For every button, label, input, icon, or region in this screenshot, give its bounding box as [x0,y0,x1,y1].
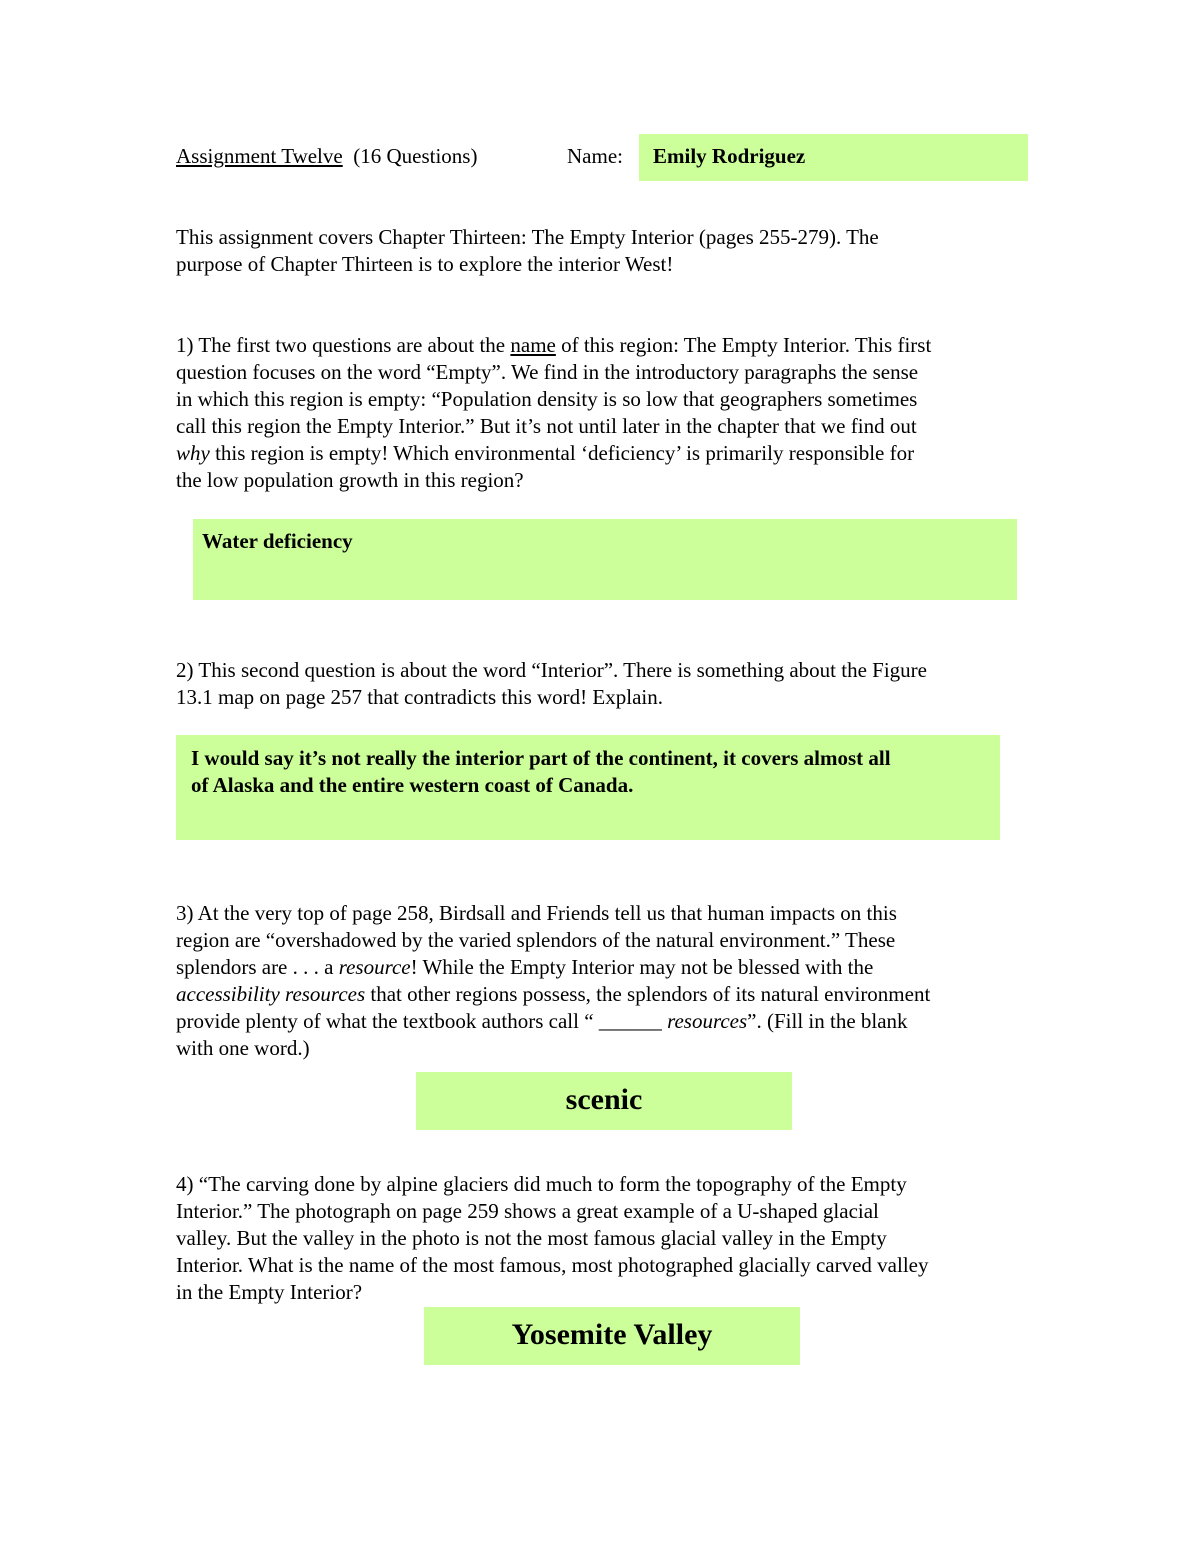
q4-line-4: Interior. What is the name of the most famous, most photographed glacially carved valley [176,1253,929,1277]
q4-line-5: in the Empty Interior? [176,1280,363,1304]
q4-line-1: 4) “The carving done by alpine glaciers did much to form the topography of the Empty [176,1172,907,1196]
q4-line-2: Interior.” The photograph on page 259 shows a great example of a U-shaped glacial [176,1199,879,1223]
q2-line-1: 2) This second question is about the word “Interior”. There is something about the Figure [176,658,927,682]
assignment-header [176,143,477,170]
q1-line-2: question focuses on the word “Empty”. We find in the introductory paragraphs the sense [176,360,919,384]
q3-answer-box[interactable] [416,1072,792,1130]
q2-answer-box[interactable] [176,735,1000,840]
intro-line-1: This assignment covers Chapter Thirteen: The Empty Interior (pages 255-279). The [176,225,879,249]
q4-line-3: valley. But the valley in the photo is not the most famous glacial valley in the Empty [176,1226,887,1250]
q3-line-5: provide plenty of what the textbook authors call “ ______ resources”. (Fill in the blank [176,1009,908,1033]
q4-answer: Yosemite Valley [511,1318,713,1351]
q1-line-6: the low population growth in this region? [176,468,524,492]
q3-line-1: 3) At the very top of page 258, Birdsall and Friends tell us that human impacts on this [176,901,897,925]
q1-answer: Water deficiency [202,529,353,553]
q4-answer-box[interactable] [424,1307,800,1365]
intro-line-2: purpose of Chapter Thirteen is to explore the interior West! [176,252,674,276]
q2-answer-line-1: I would say it’s not really the interior part of the continent, it covers almost all [191,746,891,770]
q3-answer: scenic [565,1083,643,1116]
q3-line-4: accessibility resources that other regions possess, the splendors of its natural environment [176,982,931,1006]
name-label: Name: [567,144,623,168]
name-emphasis: name [510,333,556,357]
q1-line-5: why this region is empty! Which environmental ‘deficiency’ is primarily responsible for [176,441,915,465]
q3-line-6: with one word.) [176,1036,310,1060]
q2-line-2: 13.1 map on page 257 that contradicts this word! Explain. [176,685,663,709]
q3-line-3: splendors are . . . a resource! While the Empty Interior may not be blessed with the [176,955,874,979]
student-name: Emily Rodriguez [653,144,806,168]
q2-answer-line-2: of Alaska and the entire western coast of Canada. [191,773,634,797]
q1-line-3: in which this region is empty: “Population density is so low that geographers sometimes [176,387,918,411]
name-field[interactable] [639,134,1028,181]
q1-answer-box[interactable] [193,519,1017,600]
q1-line-4: call this region the Empty Interior.” But it’s not until later in the chapter that we find out [176,414,917,438]
fill-in-blank: ______ [598,1009,662,1033]
question-count: (16 Questions) [353,144,478,168]
q3-line-2: region are “overshadowed by the varied splendors of the natural environment.” These [176,928,896,952]
assignment-title: Assignment Twelve [176,144,343,168]
q1-line-1: 1) The first two questions are about the name of this region: The Empty Interior. This first [176,333,932,357]
